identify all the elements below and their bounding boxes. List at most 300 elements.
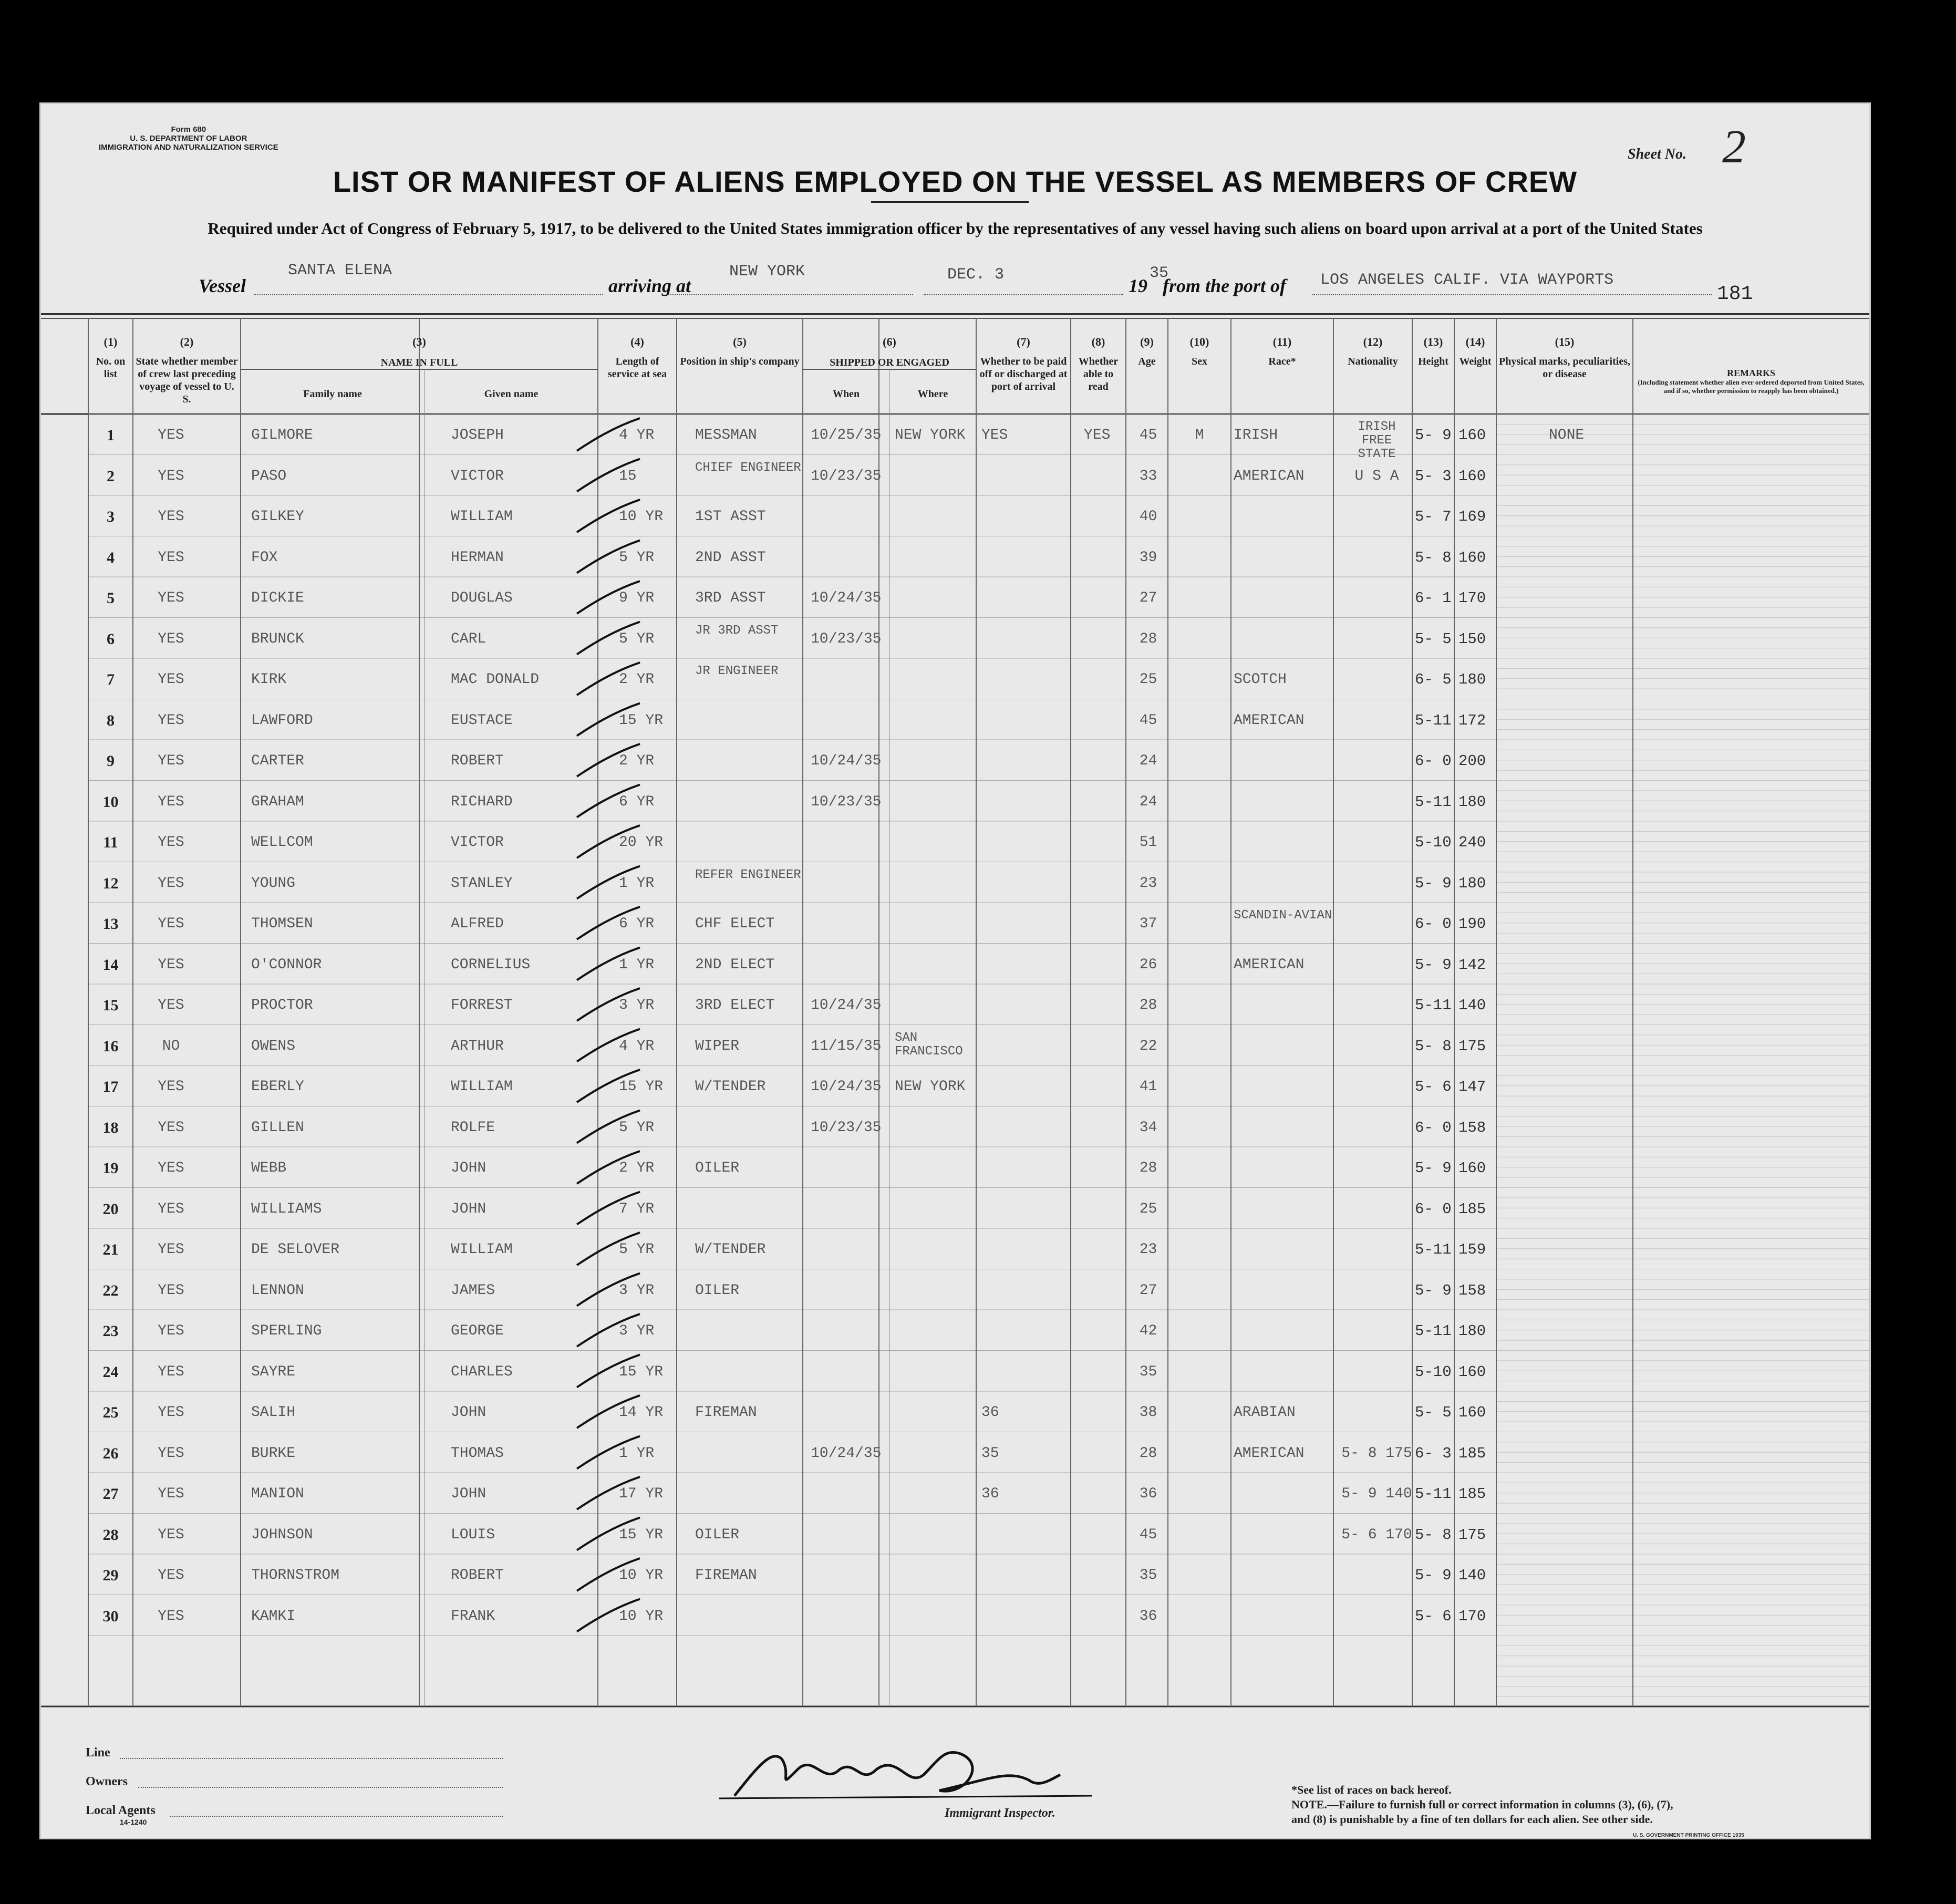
row-number: 4 — [107, 549, 115, 566]
cell-height: 6- 0 — [1415, 752, 1452, 770]
cell-service: 3 YR — [619, 1323, 655, 1339]
row-number: 7 — [107, 671, 115, 688]
cell-prev: YES — [158, 793, 184, 810]
service-name: IMMIGRATION AND NATURALIZATION SERVICE — [99, 143, 278, 152]
inspector-signature — [713, 1738, 1113, 1812]
cell-position: FIREMAN — [695, 1567, 757, 1584]
cell-prev: YES — [158, 509, 184, 525]
cell-family: O'CONNOR — [251, 956, 322, 973]
cell-when: 10/25/35 — [811, 427, 882, 443]
department: U. S. DEPARTMENT OF LABOR — [130, 134, 247, 143]
races-note: *See list of races on back hereof. — [1291, 1783, 1452, 1796]
row-number: 30 — [102, 1607, 119, 1625]
cell-family: SAYRE — [251, 1363, 296, 1380]
cell-position: JR 3RD ASST — [695, 623, 779, 638]
column-number: (5) — [733, 335, 747, 348]
cell-given: WILLIAM — [451, 1079, 513, 1095]
cell-given: JOHN — [451, 1404, 487, 1421]
cell-height: 5- 6 — [1415, 1078, 1452, 1095]
cell-when: 10/23/35 — [811, 468, 882, 484]
cell-age: 26 — [1139, 956, 1157, 973]
cell-height: 5- 9 — [1415, 1281, 1452, 1299]
cell-age: 28 — [1139, 1160, 1157, 1176]
page-title: LIST OR MANIFEST OF ALIENS EMPLOYED ON THE VESSEL AS MEMBERS OF CREW — [333, 165, 1578, 198]
cell-position: 3RD ASST — [695, 590, 766, 606]
column-number: (7) — [1017, 335, 1030, 348]
cell-prev: YES — [158, 1486, 184, 1502]
line-dotline — [120, 1758, 503, 1759]
row-number: 23 — [102, 1322, 119, 1340]
cell-prev: YES — [158, 630, 184, 647]
row-number: 17 — [102, 1078, 119, 1095]
row-number: 20 — [102, 1200, 119, 1218]
cell-position: WIPER — [695, 1038, 740, 1054]
row-number: 29 — [102, 1567, 119, 1584]
cell-age: 35 — [1139, 1363, 1157, 1380]
cell-family: WILLIAMS — [251, 1201, 322, 1217]
cell-given: HERMAN — [451, 549, 504, 566]
row-number: 5 — [107, 589, 115, 607]
cell-service: 17 YR — [619, 1486, 664, 1502]
column-number: (13) — [1423, 335, 1443, 348]
column-number: (1) — [104, 335, 118, 348]
cell-weight: 150 — [1458, 630, 1486, 648]
footer-form-code: 14-1240 — [120, 1818, 147, 1826]
row-number: 21 — [102, 1241, 119, 1258]
cell-when: 10/24/35 — [811, 753, 882, 769]
cell-service: 15 YR — [619, 1079, 664, 1095]
cell-family: GILKEY — [251, 509, 304, 525]
cell-service: 3 YR — [619, 1282, 655, 1299]
cell-height: 6- 0 — [1415, 1200, 1452, 1218]
cell-when: 10/24/35 — [811, 997, 882, 1013]
sheet-label: Sheet No. — [1628, 146, 1686, 162]
cell-age: 42 — [1139, 1323, 1157, 1339]
sheet-number: 2 — [1722, 121, 1746, 173]
cell-prev: YES — [158, 1201, 184, 1217]
cell-race: AMERICAN — [1234, 468, 1305, 484]
cell-family: GILMORE — [251, 427, 313, 443]
arrival-date: DEC. 3 — [947, 266, 1005, 284]
cell-height: 5- 9 — [1415, 1567, 1452, 1584]
column-header: Nationality — [1348, 356, 1398, 367]
cell-height: 5-10 — [1415, 834, 1452, 851]
column-header: SHIPPED OR ENGAGED — [830, 357, 949, 368]
cell-weight: 140 — [1458, 1567, 1486, 1584]
cell-height: 5-10 — [1415, 1363, 1452, 1381]
cell-service: 15 YR — [619, 712, 664, 729]
cell-given: GEORGE — [451, 1323, 504, 1339]
cell-service: 2 YR — [619, 671, 655, 688]
cell-position: MESSMAN — [695, 427, 757, 443]
cell-family: LAWFORD — [251, 712, 313, 729]
cell-when: 10/24/35 — [811, 1079, 882, 1095]
row-number: 14 — [102, 956, 119, 974]
cell-where: SAN FRANCISCO — [895, 1030, 963, 1059]
cell-weight: 170 — [1458, 589, 1486, 607]
cell-height: 5-11 — [1415, 711, 1452, 729]
cell-service: 1 YR — [619, 956, 655, 973]
cell-weight: 160 — [1458, 549, 1486, 566]
cell-given: FRANK — [451, 1608, 495, 1624]
cell-given: JOHN — [451, 1486, 487, 1502]
cell-position: CHF ELECT — [695, 916, 775, 932]
cell-family: CARTER — [251, 753, 304, 769]
cell-given: CORNELIUS — [451, 956, 531, 973]
cell-given: CHARLES — [451, 1363, 513, 1380]
cell-family: WELLCOM — [251, 834, 313, 851]
cell-position: 2ND ASST — [695, 549, 766, 566]
cell-when: 10/23/35 — [811, 793, 882, 810]
cell-weight: 158 — [1458, 1281, 1486, 1299]
row-number: 27 — [102, 1485, 119, 1503]
cell-nationality: U S A — [1354, 468, 1399, 484]
cell-family: THORNSTROM — [251, 1567, 340, 1584]
cell-age: 33 — [1139, 468, 1157, 484]
cell-age: 40 — [1139, 509, 1157, 525]
cell-prev: YES — [158, 590, 184, 606]
cell-position: FIREMAN — [695, 1404, 757, 1421]
cell-prev: YES — [158, 916, 184, 932]
cell-family: WEBB — [251, 1160, 287, 1176]
column-number: (3) — [412, 335, 426, 348]
cell-weight: 175 — [1458, 1526, 1486, 1544]
cell-prev: YES — [158, 427, 184, 443]
year-suffix: 35 — [1150, 264, 1169, 282]
cell-position: OILER — [695, 1282, 740, 1299]
column-header: Age — [1138, 356, 1156, 367]
column-number: (10) — [1189, 335, 1209, 348]
cell-weight: 180 — [1458, 874, 1486, 892]
column-number: (6) — [883, 335, 896, 348]
column-subheader: Where — [917, 388, 948, 400]
cell-race: AMERICAN — [1234, 956, 1305, 973]
cell-height: 5- 6 — [1415, 1607, 1452, 1625]
column-header: REMARKS — [1726, 368, 1775, 378]
cell-age: 37 — [1139, 916, 1157, 932]
cell-age: 28 — [1139, 630, 1157, 647]
cell-given: RICHARD — [451, 793, 513, 810]
line-label: Line — [86, 1746, 110, 1760]
cell-weight: 142 — [1458, 956, 1486, 974]
cell-weight: 240 — [1458, 834, 1486, 851]
cell-prev: YES — [158, 834, 184, 851]
cell-family: THOMSEN — [251, 916, 313, 932]
cell-weight: 147 — [1458, 1078, 1486, 1095]
cell-service: 5 YR — [619, 1241, 655, 1258]
cell-given: LOUIS — [451, 1526, 495, 1543]
cell-family: DE SELOVER — [251, 1241, 340, 1258]
cell-family: BRUNCK — [251, 630, 304, 647]
column-header: Whether to be paid off or discharged at port of arrival — [979, 356, 1068, 392]
form-number: Form 680 — [171, 125, 206, 134]
cell-paid: 35 — [981, 1445, 999, 1462]
cell-weight: 160 — [1458, 427, 1486, 444]
cell-paid: 36 — [981, 1404, 999, 1421]
column-number: (11) — [1272, 335, 1292, 348]
cell-height: 5- 7 — [1415, 508, 1452, 525]
year-prefix: 19 — [1129, 275, 1147, 296]
cell-weight: 169 — [1458, 508, 1486, 525]
cell-family: PROCTOR — [251, 997, 313, 1013]
row-number: 24 — [102, 1363, 119, 1381]
arriving-port: NEW YORK — [729, 263, 805, 281]
cell-nationality: IRISH FREE STATE — [1358, 420, 1396, 461]
cell-height: 5-11 — [1415, 1322, 1452, 1340]
cell-weight: 180 — [1458, 1322, 1486, 1340]
cell-age: 24 — [1139, 793, 1157, 810]
cell-weight: 159 — [1458, 1241, 1486, 1258]
column-subheader: Family name — [303, 388, 362, 400]
cell-prev: YES — [158, 875, 184, 892]
from-port: LOS ANGELES CALIF. VIA WAYPORTS — [1320, 271, 1614, 289]
cell-weight: 190 — [1458, 915, 1486, 933]
cell-given: STANLEY — [451, 875, 513, 892]
cell-weight: 160 — [1458, 467, 1486, 485]
cell-where: NEW YORK — [895, 427, 966, 443]
cell-prev: YES — [158, 997, 184, 1013]
cell-prev: YES — [158, 1282, 184, 1299]
cell-given: FORREST — [451, 997, 513, 1013]
cell-given: JOHN — [451, 1201, 487, 1217]
cell-when: 11/15/35 — [811, 1038, 882, 1054]
column-number: (4) — [630, 335, 644, 348]
cell-height: 5-11 — [1415, 793, 1452, 811]
cell-prev: YES — [158, 1079, 184, 1095]
cell-prev: YES — [158, 468, 184, 484]
column-header: State whether member of crew last preceding voyage of vessel to U. S. — [136, 356, 238, 405]
column-header: Physical marks, peculiarities, or disease — [1499, 356, 1630, 380]
cell-position: CHIEF ENGINEER — [695, 460, 801, 475]
cell-position: 3RD ELECT — [695, 997, 775, 1013]
cell-prev: YES — [158, 1404, 184, 1421]
cell-height: 5- 5 — [1415, 1404, 1452, 1421]
vessel-name: SANTA ELENA — [288, 262, 392, 280]
cell-service: 1 YR — [619, 875, 655, 892]
note-text: —Failure to furnish full or correct information in columns (3), (6), (7), and (8) is punishable by a fine of ten dollars for each alien. See other side. — [1291, 1798, 1673, 1826]
cell-age: 24 — [1139, 753, 1157, 769]
cell-family: YOUNG — [251, 875, 296, 892]
cell-service: 9 YR — [619, 590, 655, 606]
cell-height: 5- 9 — [1415, 874, 1452, 892]
column-header: Position in ship's company — [680, 356, 800, 367]
cell-age: 27 — [1139, 590, 1157, 606]
cell-prev: YES — [158, 549, 184, 566]
cell-given: JOHN — [451, 1160, 487, 1176]
cell-age: 38 — [1139, 1404, 1157, 1421]
cell-prev: YES — [158, 671, 184, 688]
cell-family: BURKE — [251, 1445, 296, 1462]
cell-given: THOMAS — [451, 1445, 504, 1462]
cell-family: EBERLY — [251, 1079, 304, 1095]
cell-height: 6- 0 — [1415, 1119, 1452, 1136]
row-number: 6 — [107, 630, 115, 648]
cell-family: PASO — [251, 468, 287, 484]
cell-prev: YES — [158, 1526, 184, 1543]
cell-service: 5 YR — [619, 549, 655, 566]
cell-weight: 180 — [1458, 671, 1486, 688]
cell-weight: 140 — [1458, 997, 1486, 1014]
cell-age: 25 — [1139, 671, 1157, 688]
cell-service: 6 YR — [619, 916, 655, 932]
cell-given: ARTHUR — [451, 1038, 504, 1054]
cell-height: 5-11 — [1415, 997, 1452, 1014]
cell-family: GILLEN — [251, 1119, 304, 1136]
cell-family: KAMKI — [251, 1608, 296, 1624]
cell-service: 1 YR — [619, 1445, 655, 1462]
cell-prev: YES — [158, 956, 184, 973]
cell-age: 23 — [1139, 1241, 1157, 1258]
row-number: 22 — [102, 1281, 119, 1299]
cell-position: W/TENDER — [695, 1241, 766, 1258]
from-label: from the port of — [1163, 275, 1287, 296]
cell-family: SPERLING — [251, 1323, 322, 1339]
cell-height: 5- 9 — [1415, 956, 1452, 974]
cell-age: 36 — [1139, 1608, 1157, 1624]
cell-prev: YES — [158, 1445, 184, 1462]
column-header: NAME IN FULL — [380, 357, 458, 368]
cell-age: 39 — [1139, 549, 1157, 566]
column-header: Length of service at sea — [607, 356, 667, 380]
row-number: 9 — [107, 752, 115, 770]
cell-age: 35 — [1139, 1567, 1157, 1584]
cell-height: 5- 3 — [1415, 467, 1452, 485]
cell-given: ALFRED — [451, 916, 504, 932]
column-header: No. on list — [96, 356, 126, 380]
cell-service: 3 YR — [619, 997, 655, 1013]
cell-given: MAC DONALD — [451, 671, 540, 688]
cell-service: 10 YR — [619, 509, 664, 525]
cell-service: 15 — [619, 468, 637, 484]
cell-race: SCANDIN-AVIAN — [1234, 908, 1332, 923]
row-number: 25 — [102, 1404, 119, 1421]
cell-position: 1ST ASST — [695, 509, 766, 525]
cell-service: 7 YR — [619, 1201, 655, 1217]
cell-given: JOSEPH — [451, 427, 504, 443]
cell-family: KIRK — [251, 671, 287, 688]
cell-given: WILLIAM — [451, 1241, 513, 1258]
cell-given: WILLIAM — [451, 509, 513, 525]
cell-family: LENNON — [251, 1282, 304, 1299]
cell-service: 2 YR — [619, 753, 655, 769]
agents-label: Local Agents — [86, 1804, 156, 1817]
cell-prev: YES — [158, 1567, 184, 1584]
cell-when: 10/24/35 — [811, 590, 882, 606]
cell-family: SALIH — [251, 1404, 296, 1421]
cell-service: 20 YR — [619, 834, 664, 851]
column-number: (14) — [1465, 335, 1485, 348]
cell-service: 10 YR — [619, 1567, 664, 1584]
cell-family: GRAHAM — [251, 793, 304, 810]
cell-weight: 160 — [1458, 1404, 1486, 1421]
cell-service: 15 YR — [619, 1363, 664, 1380]
cell-nationality: 5- 8 175 — [1341, 1445, 1412, 1462]
column-number: (8) — [1091, 335, 1105, 348]
cell-given: VICTOR — [451, 834, 504, 851]
cell-given: VICTOR — [451, 468, 504, 484]
cell-nationality: 5- 6 170 — [1341, 1526, 1412, 1543]
cell-position: OILER — [695, 1160, 740, 1176]
note-label: NOTE. — [1291, 1798, 1327, 1811]
cell-prev: YES — [158, 1608, 184, 1624]
printer-line: U. S. GOVERNMENT PRINTING OFFICE 1935 — [1633, 1833, 1744, 1838]
remarks-subheader: (Including statement whether alien ever ordered deported from United States, and if so, whether permission to reapply has been obtained.) — [1638, 378, 1865, 395]
cell-weight: 180 — [1458, 793, 1486, 811]
cell-given: DOUGLAS — [451, 590, 513, 606]
owners-dotline — [138, 1787, 503, 1788]
row-number: 11 — [103, 834, 118, 851]
cell-weight: 185 — [1458, 1485, 1486, 1503]
cell-service: 2 YR — [619, 1160, 655, 1176]
cell-age: 28 — [1139, 1445, 1157, 1462]
cell-weight: 185 — [1458, 1444, 1486, 1462]
subtitle: Required under Act of Congress of February 5, 1917, to be delivered to the United States immigration officer by the representatives of any vessel having such aliens on board upon arrival at a port of the United States — [208, 219, 1703, 237]
cell-race: ARABIAN — [1234, 1404, 1296, 1421]
row-number: 10 — [102, 793, 119, 811]
cell-position: W/TENDER — [695, 1079, 766, 1095]
cell-given: EUSTACE — [451, 712, 513, 729]
cell-service: 10 YR — [619, 1608, 664, 1624]
cell-race: AMERICAN — [1234, 1445, 1305, 1462]
cell-height: 5- 9 — [1415, 1160, 1452, 1177]
row-number: 1 — [107, 427, 115, 444]
agents-dotline — [170, 1816, 503, 1817]
cell-prev: YES — [158, 1119, 184, 1136]
cell-paid: YES — [981, 427, 1008, 443]
cell-weight: 175 — [1458, 1037, 1486, 1055]
cell-nationality: 5- 9 140 — [1341, 1486, 1412, 1502]
cell-height: 5-11 — [1415, 1241, 1452, 1258]
vessel-label: Vessel — [199, 275, 246, 296]
column-header: Weight — [1459, 356, 1492, 367]
column-subheader: When — [832, 388, 860, 400]
cell-position: REFER ENGINEER — [695, 867, 801, 882]
cell-age: 23 — [1139, 875, 1157, 892]
cell-height: 6- 3 — [1415, 1444, 1452, 1462]
column-header: Whether able to read — [1078, 356, 1119, 392]
cell-age: 51 — [1139, 834, 1157, 851]
cell-given: ROBERT — [451, 753, 504, 769]
column-number: (12) — [1363, 335, 1383, 348]
cell-given: JAMES — [451, 1282, 495, 1299]
cell-prev: YES — [158, 712, 184, 729]
cell-height: 5- 9 — [1415, 427, 1452, 444]
owners-label: Owners — [86, 1775, 128, 1788]
cell-prev: YES — [158, 1241, 184, 1258]
row-number: 8 — [107, 711, 115, 729]
cell-weight: 200 — [1458, 752, 1486, 770]
cell-service: 5 YR — [619, 630, 655, 647]
row-number: 16 — [102, 1037, 119, 1055]
cell-given: CARL — [451, 630, 487, 647]
cell-position: 2ND ELECT — [695, 956, 775, 973]
cell-position: JR ENGINEER — [695, 664, 779, 678]
row-number: 19 — [102, 1160, 119, 1177]
cell-weight: 160 — [1458, 1363, 1486, 1381]
column-number: (2) — [180, 335, 194, 348]
row-number: 2 — [107, 467, 115, 485]
cell-height: 5- 8 — [1415, 1526, 1452, 1544]
column-subheader: Given name — [484, 388, 539, 400]
manifest-sheet — [39, 102, 1871, 1839]
cell-when: 10/23/35 — [811, 1119, 882, 1136]
row-number: 28 — [102, 1526, 119, 1544]
cell-height: 5- 8 — [1415, 1037, 1452, 1055]
cell-age: 34 — [1139, 1119, 1157, 1136]
cell-race: SCOTCH — [1234, 671, 1287, 688]
cell-where: NEW YORK — [895, 1079, 966, 1095]
row-number: 12 — [102, 874, 119, 892]
